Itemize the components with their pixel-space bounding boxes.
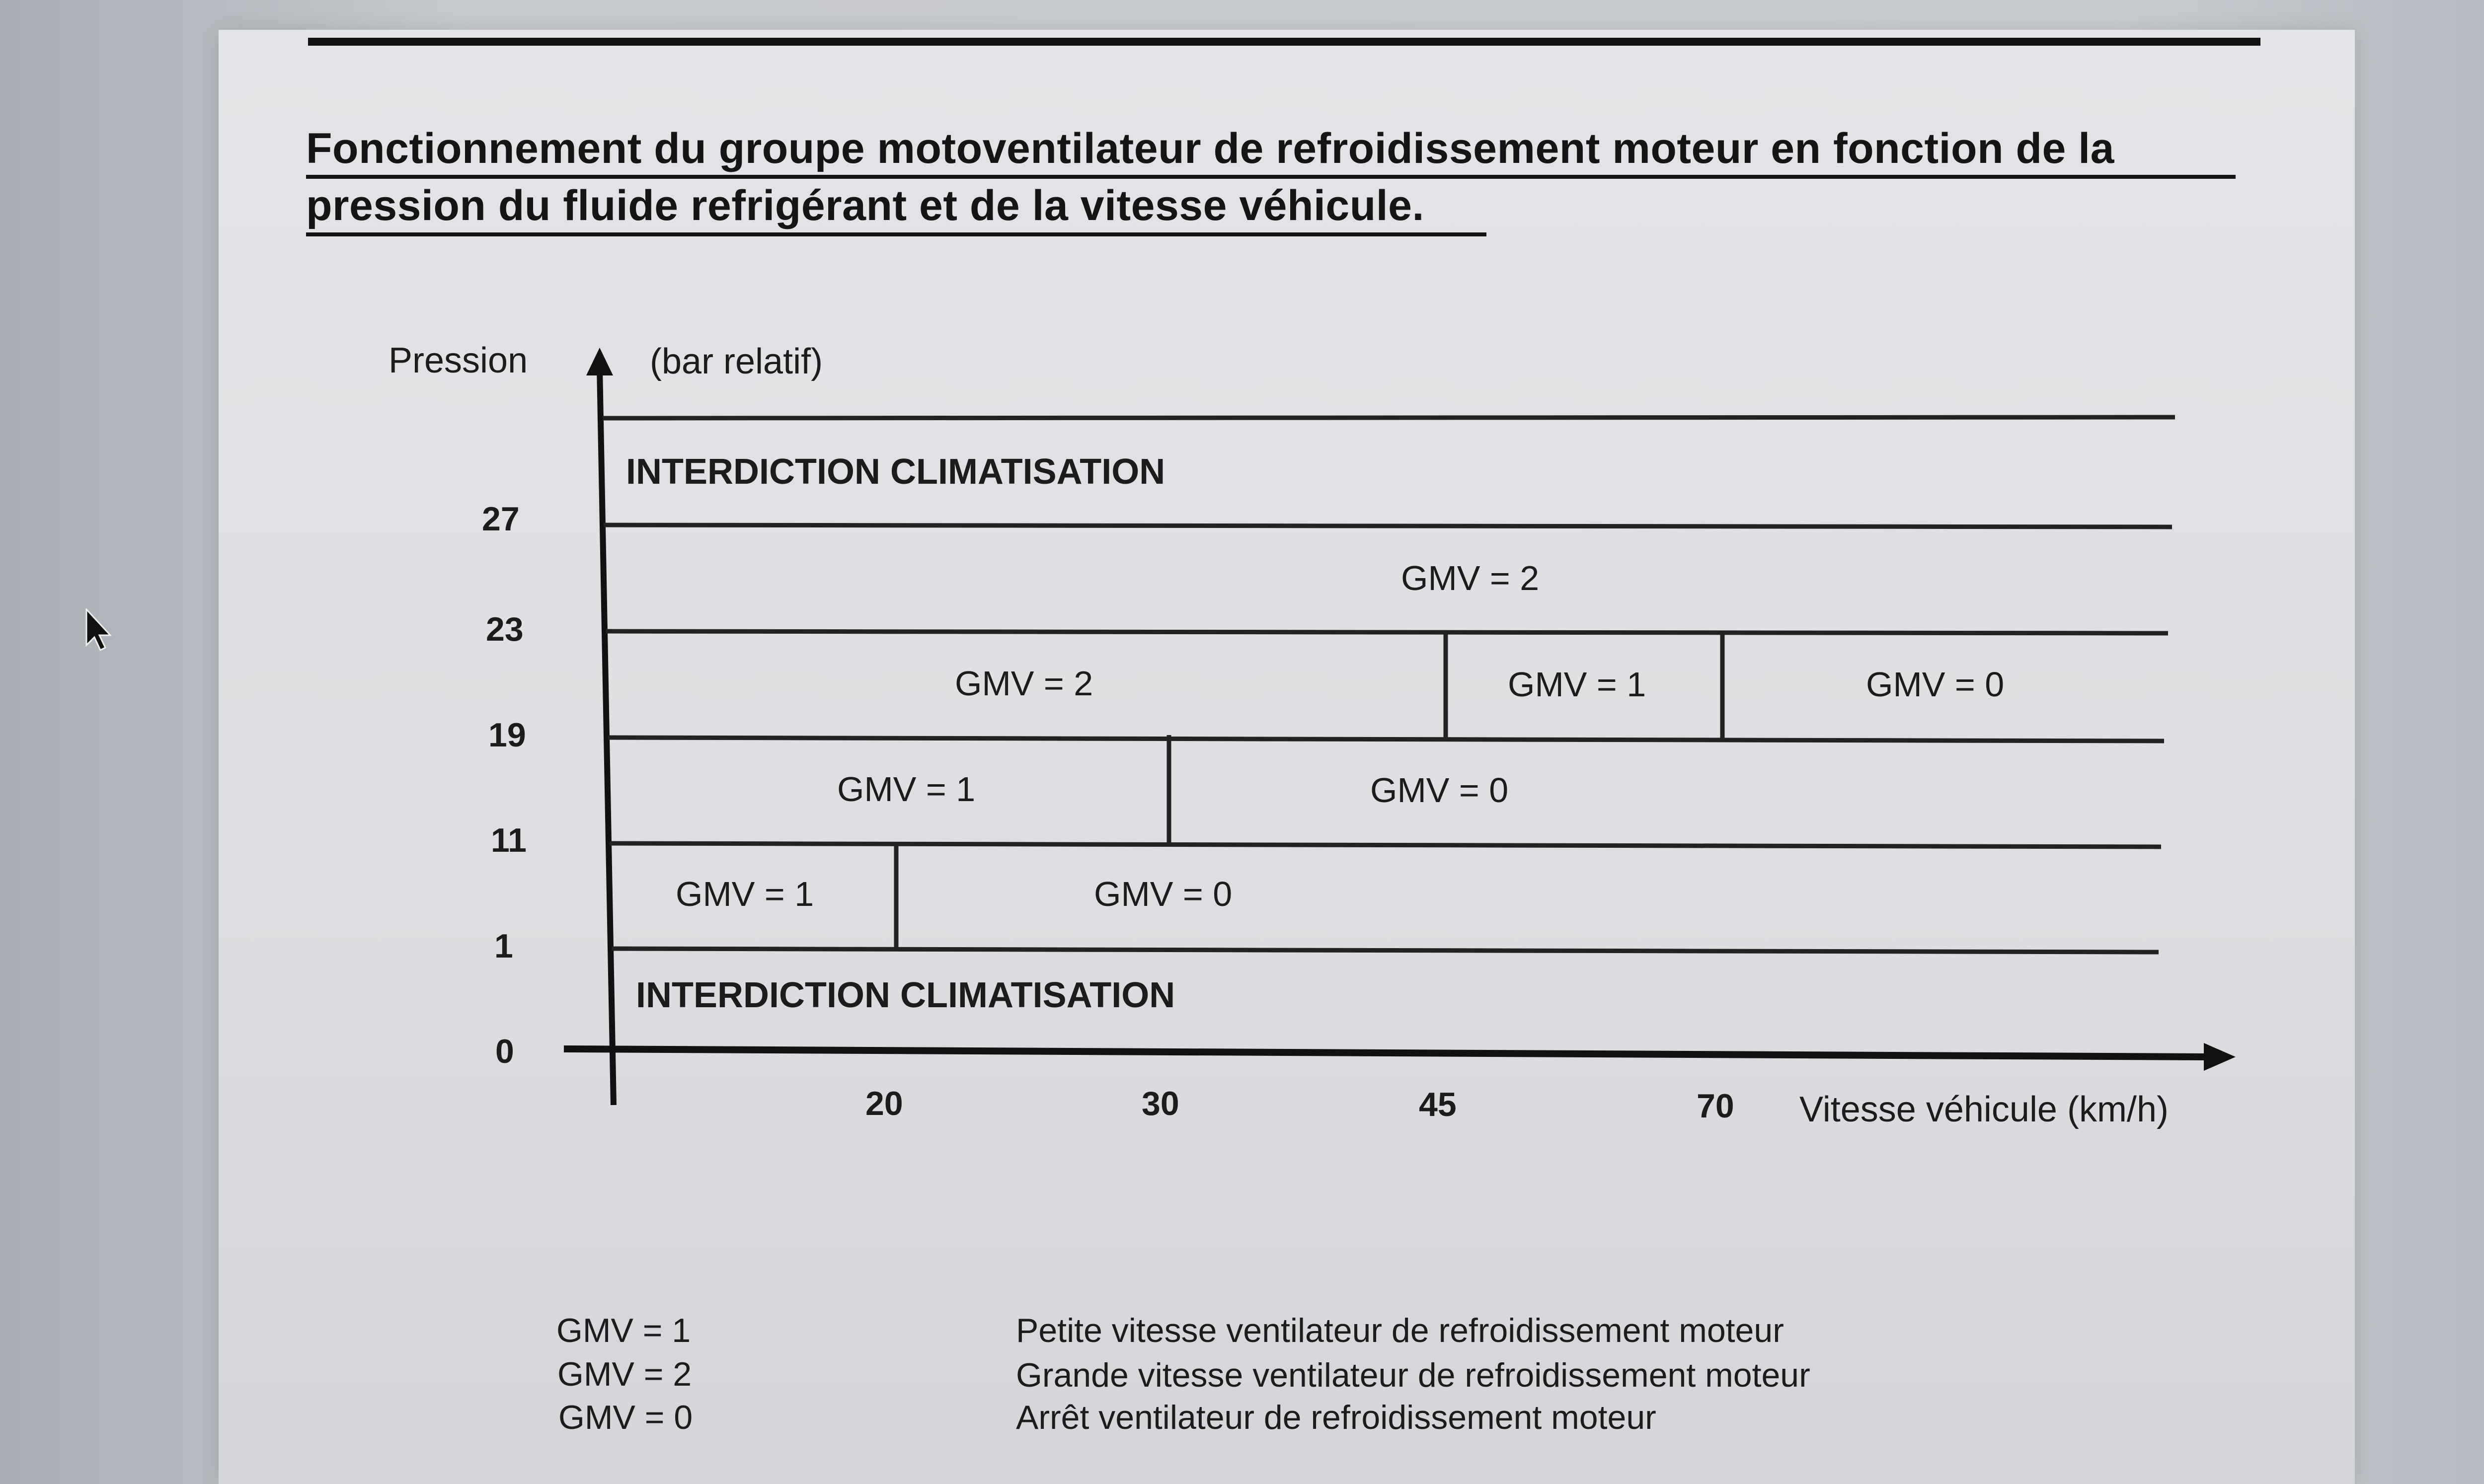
cell-gmv-11-19-low: GMV = 1 (837, 770, 976, 809)
x-axis-arrowhead (2204, 1043, 2236, 1071)
band-line-19 (608, 738, 2164, 741)
band-line-23 (606, 631, 2168, 633)
y-tick-0: 0 (495, 1033, 514, 1070)
legend-code-1: GMV = 1 (556, 1312, 691, 1349)
legend-code-2: GMV = 2 (557, 1355, 692, 1393)
legend-desc-1: Petite vitesse ventilateur de refroidissement moteur (1016, 1312, 1784, 1349)
band-line-1 (612, 949, 2159, 952)
band-interdiction-top: INTERDICTION CLIMATISATION (626, 452, 1165, 492)
x-tick-45: 45 (1419, 1086, 1457, 1123)
legend-code-3: GMV = 0 (558, 1399, 693, 1436)
band-line-top (603, 417, 2175, 418)
y-tick-1: 1 (494, 927, 513, 965)
y-tick-11: 11 (491, 821, 527, 859)
y-axis-arrowhead (586, 348, 613, 375)
y-tick-19: 19 (488, 716, 526, 754)
y-axis-unit: (bar relatif) (650, 342, 823, 381)
cell-gmv-23-27: GMV = 2 (1401, 559, 1540, 597)
cell-gmv-11-19-high: GMV = 0 (1370, 771, 1509, 810)
x-axis-line (564, 1049, 2206, 1057)
y-tick-27: 27 (482, 500, 520, 538)
title-line-2: pression du fluide refrigérant et de la vitesse véhicule. (306, 182, 1424, 229)
y-axis-label: Pression (388, 341, 528, 380)
title-line-1: Fonctionnement du groupe motoventilateur de refroidissement moteur en fonction de la (306, 125, 2114, 172)
cell-gmv-19-23-high: GMV = 0 (1866, 665, 2005, 704)
x-axis-label: Vitesse véhicule (km/h) (1799, 1090, 2169, 1129)
mouse-pointer-icon (84, 608, 114, 653)
legend-desc-3: Arrêt ventilateur de refroidissement moteur (1016, 1399, 1656, 1436)
cell-gmv-19-23-low: GMV = 2 (955, 664, 1093, 703)
y-tick-23: 23 (486, 610, 524, 648)
cell-gmv-1-11-low: GMV = 1 (676, 875, 814, 913)
band-line-27 (604, 525, 2172, 527)
cell-gmv-19-23-mid: GMV = 1 (1508, 665, 1646, 704)
x-tick-30: 30 (1142, 1085, 1179, 1122)
band-line-11 (610, 843, 2161, 847)
legend-desc-2: Grande vitesse ventilateur de refroidissement moteur (1016, 1356, 1810, 1394)
band-interdiction-bottom: INTERDICTION CLIMATISATION (636, 975, 1175, 1015)
cell-gmv-1-11-high: GMV = 0 (1094, 875, 1233, 913)
x-tick-70: 70 (1697, 1087, 1734, 1125)
x-tick-20: 20 (865, 1085, 903, 1122)
